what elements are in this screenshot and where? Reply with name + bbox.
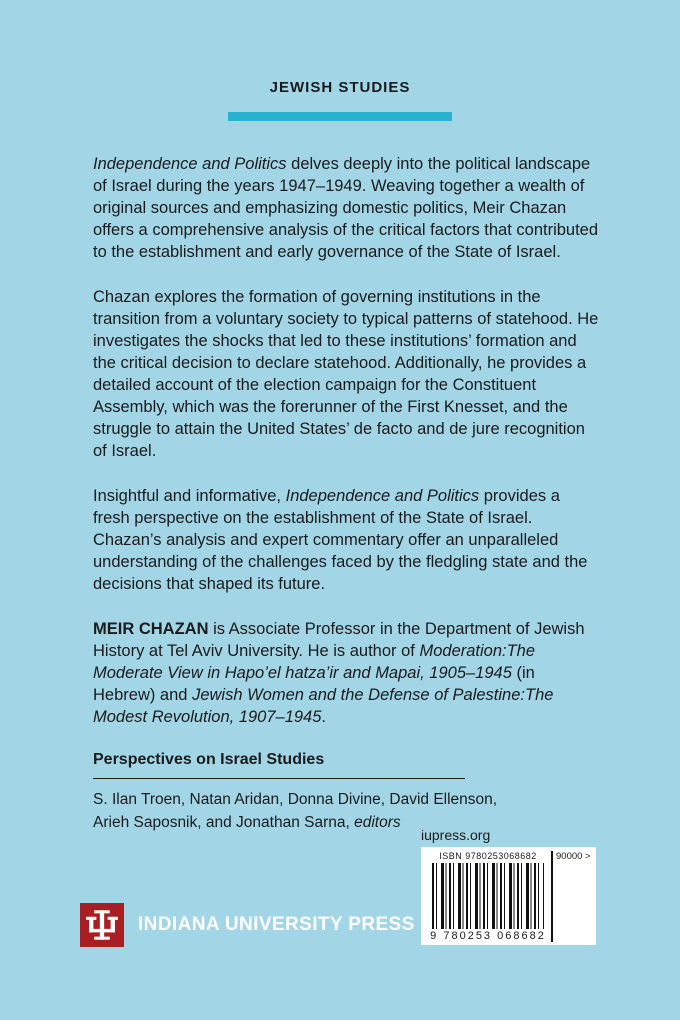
barcode-addon-code: 90000 >: [551, 851, 593, 942]
editors-role: editors: [354, 814, 401, 831]
paragraph-2: [93, 286, 599, 462]
cited-title-2: Jewish Women and the Defense of Palestine:The Modest Revolution, 1907–1945: [93, 686, 554, 726]
paragraph-3: [93, 485, 599, 595]
bio-text-a: is Associate Professor in the Department of Jewish History at Tel Aviv University. He is author of: [93, 620, 585, 660]
author-name: MEIR CHAZAN: [93, 620, 209, 638]
bio-text-c: .: [321, 708, 327, 726]
book-title-italic: Independence and Politics: [285, 487, 480, 505]
description-text: [93, 153, 599, 751]
book-title-italic: Independence and Politics: [93, 155, 287, 173]
accent-bar: [228, 112, 452, 121]
author-bio: [93, 618, 599, 728]
editors-line-1: S. Ilan Troen, Natan Aridan, Donna Divine, David Ellenson,: [93, 791, 498, 808]
barcode-isbn-label: ISBN 9780253068682: [439, 851, 537, 861]
publisher-row: [80, 903, 415, 947]
iu-logo: [80, 903, 124, 947]
publisher-name: INDIANA UNIVERSITY PRESS: [138, 914, 415, 935]
barcode-digits: 9 780253 068682: [430, 930, 546, 942]
website-url: iupress.org: [421, 827, 491, 843]
paragraph-1-text: delves deeply into the political landscape of Israel during the years 1947–1949. Weaving together a wealth of original sources and emphasizing domestic politics, Meir Chazan offers a comprehensive analysis of the critical factors that contributed to the establishment and early governance of the State of Israel.: [93, 155, 599, 261]
category-label: JEWISH STUDIES: [269, 79, 411, 96]
series-block: [93, 748, 599, 834]
bio-text-b: (in Hebrew) and: [93, 664, 535, 704]
series-title: Perspectives on Israel Studies: [93, 748, 465, 779]
iu-trident-icon: [83, 906, 121, 944]
barcode-stripes: [432, 863, 544, 929]
barcode: [421, 847, 596, 945]
paragraph-1: [93, 153, 599, 263]
paragraph-3-text-b: provides a fresh perspective on the establishment of the State of Israel. Chazan’s analysis and expert commentary offer an unparalleled understanding of the challenges faced by the fledgling state and the decisions that shaped its future.: [93, 487, 588, 593]
editors-line-2: Arieh Saposnik, and Jonathan Sarna,: [93, 814, 355, 831]
paragraph-3-text-a: Insightful and informative,: [93, 487, 286, 505]
paragraph-2-text: Chazan explores the formation of governing institutions in the transition from a voluntary society to typical patterns of statehood. He investigates the shocks that led to these institutions’ formation and the critical decision to declare statehood. Additionally, he provides a detailed account of the election campaign for the Constituent Assembly, which was the forerunner of the First Knesset, and the struggle to attain the United States’ de facto and de jure recognition of Israel.: [93, 288, 599, 460]
barcode-main: [425, 851, 551, 942]
cited-title-1: Moderation:The Moderate View in Hapo’el hatza’ir and Mapai, 1905–1945: [93, 642, 536, 682]
